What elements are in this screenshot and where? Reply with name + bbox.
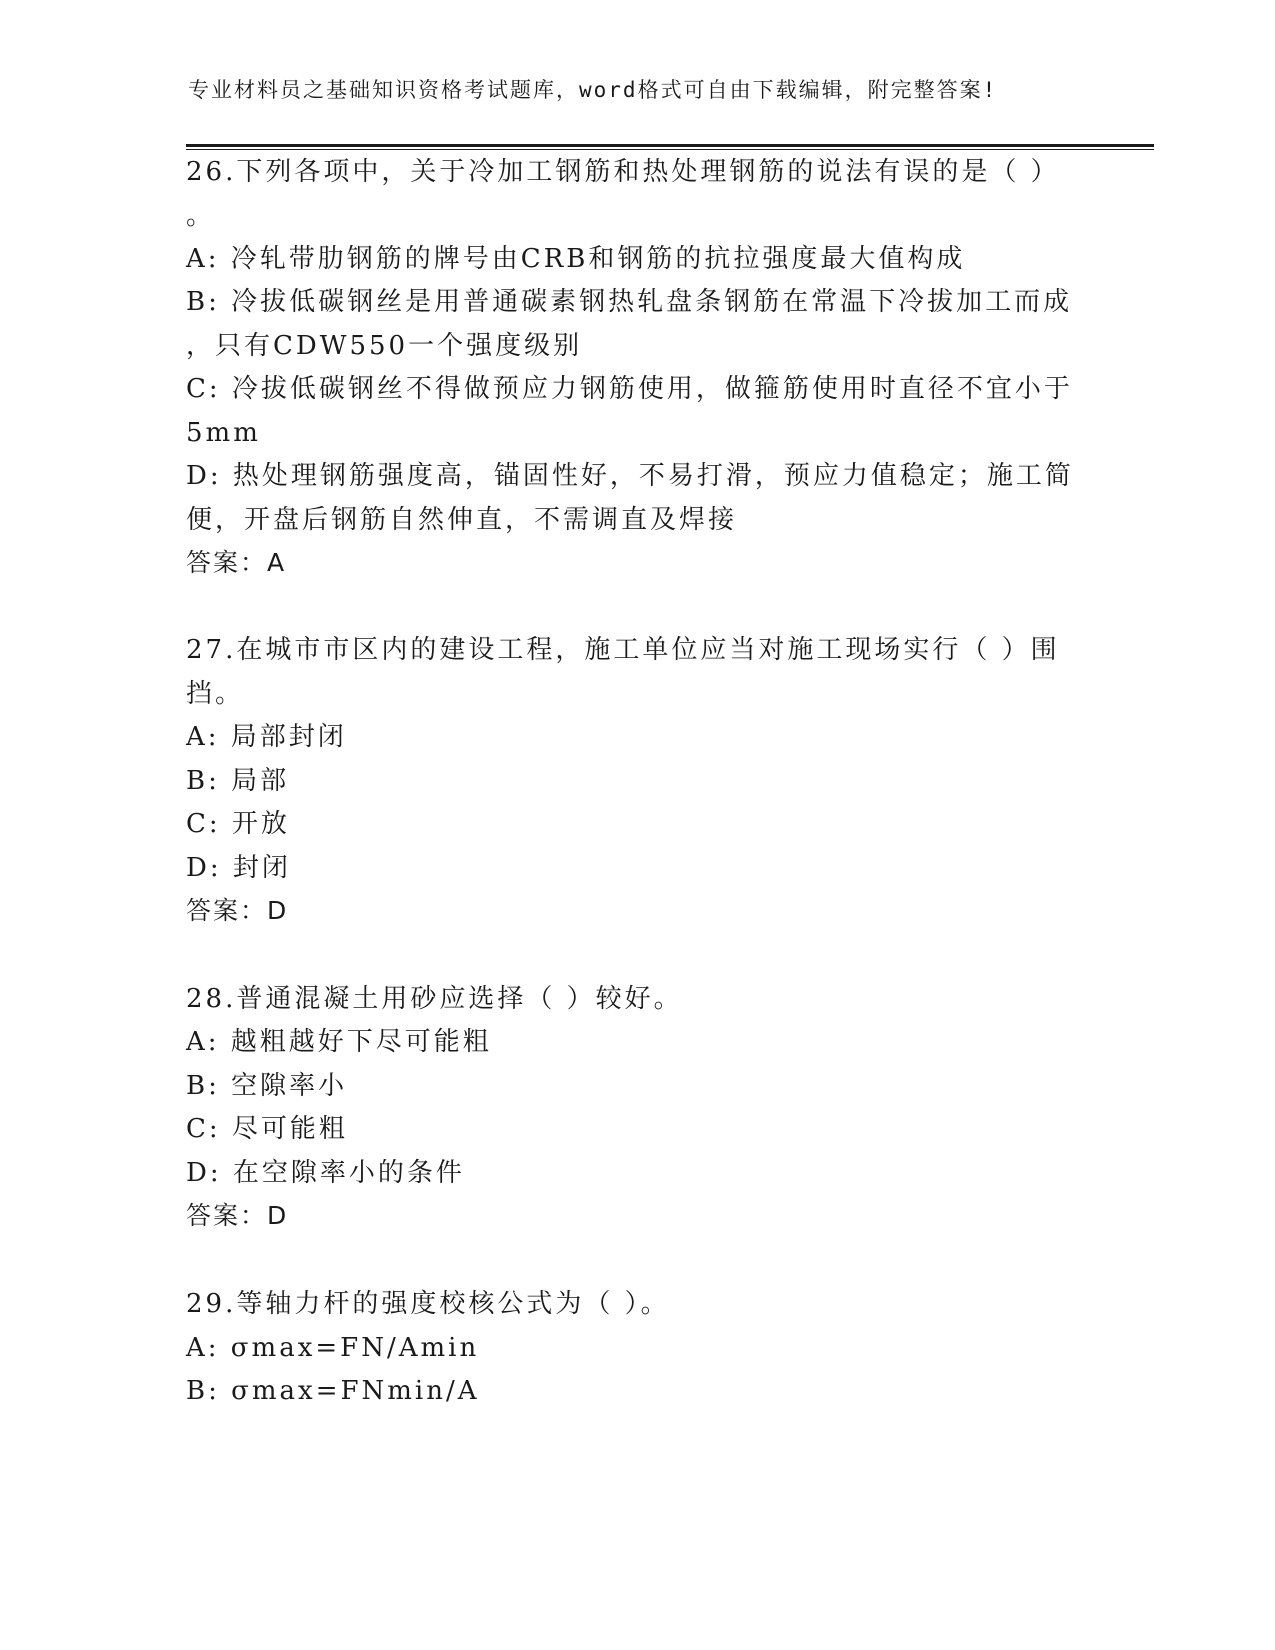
question-26-option-c-line-1: C: 冷拔低碳钢丝不得做预应力钢筋使用，做箍筋使用时直径不宜小于 <box>186 374 1073 404</box>
question-26-option-c-line-2: 5mm <box>186 418 261 448</box>
question-28-answer: 答案：D <box>186 1201 289 1230</box>
question-29-stem: 29.等轴力杆的强度校核公式为（ ）。 <box>186 1289 670 1319</box>
question-26-stem-line-1: 26.下列各项中，关于冷加工钢筋和热处理钢筋的说法有误的是（ ） <box>186 157 1060 187</box>
question-28-option-a: A: 越粗越好下尽可能粗 <box>186 1027 492 1057</box>
question-28-option-b: B: 空隙率小 <box>186 1071 348 1101</box>
question-28-option-c: C: 尽可能粗 <box>186 1114 348 1144</box>
question-27-answer: 答案：D <box>186 896 289 925</box>
question-27-option-d: D: 封闭 <box>186 853 291 883</box>
question-26-option-d-line-2: 便，开盘后钢筋自然伸直，不需调直及焊接 <box>186 505 738 535</box>
question-26-option-b-line-1: B: 冷拔低碳钢丝是用普通碳素钢热轧盘条钢筋在常温下冷拔加工而成 <box>186 287 1073 317</box>
page-header: 专业材料员之基础知识资格考试题库，word格式可自由下载编辑，附完整答案! <box>188 78 998 102</box>
question-26-answer: 答案：A <box>186 548 287 577</box>
header-divider-thin <box>186 149 1154 150</box>
question-26-stem-line-2: 。 <box>186 201 216 231</box>
header-divider <box>186 144 1154 147</box>
question-27-option-b: B: 局部 <box>186 766 290 796</box>
question-28-stem: 28.普通混凝土用砂应选择（ ）较好。 <box>186 984 683 1014</box>
question-29-option-a: A: σmax=FN/Amin <box>186 1333 480 1363</box>
question-29-option-b: B: σmax=FNmin/A <box>186 1376 480 1406</box>
question-27-option-a: A: 局部封闭 <box>186 722 347 752</box>
question-27-stem-line-2: 挡。 <box>186 679 245 709</box>
question-26-option-b-line-2: ，只有CDW550一个强度级别 <box>186 331 583 361</box>
question-26-option-d-line-1: D: 热处理钢筋强度高，锚固性好，不易打滑，预应力值稳定；施工简 <box>186 461 1074 491</box>
question-26-option-a: A: 冷轧带肋钢筋的牌号由CRB和钢筋的抗拉强度最大值构成 <box>186 244 966 274</box>
question-27-option-c: C: 开放 <box>186 809 290 839</box>
question-27-stem-line-1: 27.在城市市区内的建设工程，施工单位应当对施工现场实行（ ）围 <box>186 635 1060 665</box>
question-28-option-d: D: 在空隙率小的条件 <box>186 1158 465 1188</box>
